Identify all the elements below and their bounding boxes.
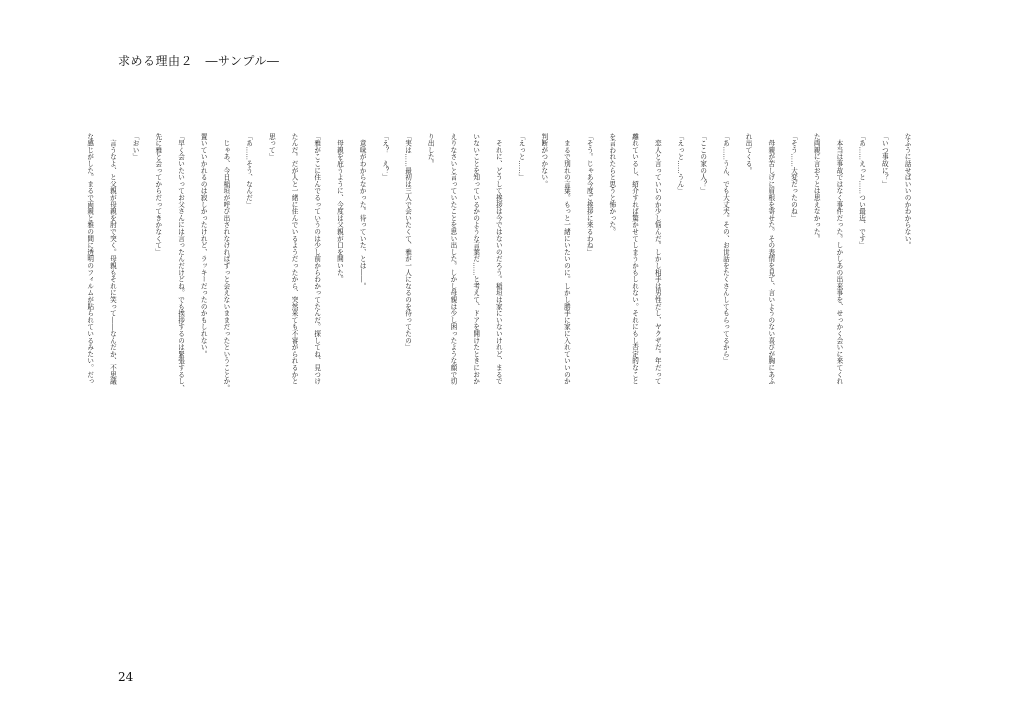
- text-line: れ出てくる。: [744, 133, 753, 174]
- text-line: 「実は……最初は三人で会いたくて、雅が一人になるのを待ってたの」: [403, 133, 412, 351]
- text-line: 判断がつかない。: [539, 133, 548, 188]
- text-line: 「えっと……」: [517, 133, 526, 181]
- text-line: 「いつ事故に？」: [880, 133, 889, 188]
- text-line: まるで別れの言葉。もっと一緒にいたいのに。しかし勝手に家に入れていいのか: [562, 133, 571, 385]
- text-line: 「そう。じゃあ今度ご挨拶に来るわね」: [585, 133, 594, 256]
- text-line: 母親が苦しげに眉根を寄せた。その表情を見て、言いようのない喜びが胸にあふ: [766, 133, 775, 385]
- text-line: えりなさいと言っていたことを思い出した。しかし母親は少し困ったような顔で切: [448, 133, 457, 385]
- text-line: 「えっと……うん」: [675, 133, 684, 195]
- body-text: [85, 133, 918, 603]
- text-line: 先に雅と会ってからだってきかなくて」: [153, 133, 162, 256]
- text-line: なふうに話せばいいのかわからない。: [903, 133, 911, 249]
- text-line: 「え？ え？」: [380, 133, 389, 181]
- text-line: な感じがした。まるで両親と雅の間に透明のフィルムが貼られているみたい。だっ: [85, 133, 94, 385]
- text-line: 意味がわからなかった。待っていた、とは――。: [358, 133, 367, 290]
- text-line: 「雅がここに住んでるっていうのは少し前からわかってたんだ。探してね、見つけ: [312, 133, 321, 385]
- text-line: 「そう……大変だったのね」: [789, 133, 798, 222]
- text-line: を言われたらと思うと怖かった。: [607, 133, 616, 235]
- text-line: り出した。: [426, 133, 435, 167]
- text-line: た両親に言おうとは思えなかった。: [812, 133, 821, 242]
- text-line: 「あ……うん、でも大丈夫。その、お世話をたくさんしてもらってるから」: [721, 133, 730, 365]
- text-line: 恋人と言っていいのか少し悩んだ。しかし相手は男性だし、ヤクザだ。年だって: [653, 133, 662, 385]
- text-line: 「早く会いたいってお父さんには言ったんだけどね。でも挨拶するのは緊張するし、: [176, 133, 185, 392]
- text-line: それに、どうして挨拶は今ではないのだろう。稲垣は家にいないけれど、まるで: [494, 133, 503, 385]
- text-line: 置いていかれるのは寂しかったけれど、ラッキーだったのかもしれない。: [199, 133, 208, 358]
- text-line: 「ここの家の人？」: [698, 133, 707, 195]
- text-line: 「おい」: [131, 133, 140, 161]
- running-header: 求める理由２ ―サンプル―: [118, 54, 280, 68]
- page-number: 24: [118, 670, 134, 684]
- text-line: 離れているし、紹介すれば驚かせてしまうかもしれない。それにもし否定的なこと: [630, 133, 639, 385]
- text-line: 母親を庇うように、今度は父親が口を開いた。: [335, 133, 344, 283]
- text-line: じゃあ、今日稲垣が呼び出されなければずっと会えないままだったということか。: [221, 133, 230, 392]
- text-line: たんだ。だが人と一緒に住んでいるようだったから、突然来ても不審がられるかと: [290, 133, 299, 385]
- text-line: 思って」: [267, 133, 276, 161]
- text-line: 本当は事故ではなく事件だった。しかしあの出来事を、せっかく会いに来てくれ: [834, 133, 843, 385]
- text-line: 「あ……えっと……つい最近、です」: [857, 133, 866, 249]
- text-line: いないことを知っているかのような言葉だ……と考えて、ドアを開けたときにおか: [471, 133, 480, 385]
- text-line: 「あ……そう、なんだ」: [244, 133, 253, 208]
- text-line: 言うなよ、と父親が母親を肘で突く。母親もそれに笑って――なんだか、不思議: [108, 133, 117, 385]
